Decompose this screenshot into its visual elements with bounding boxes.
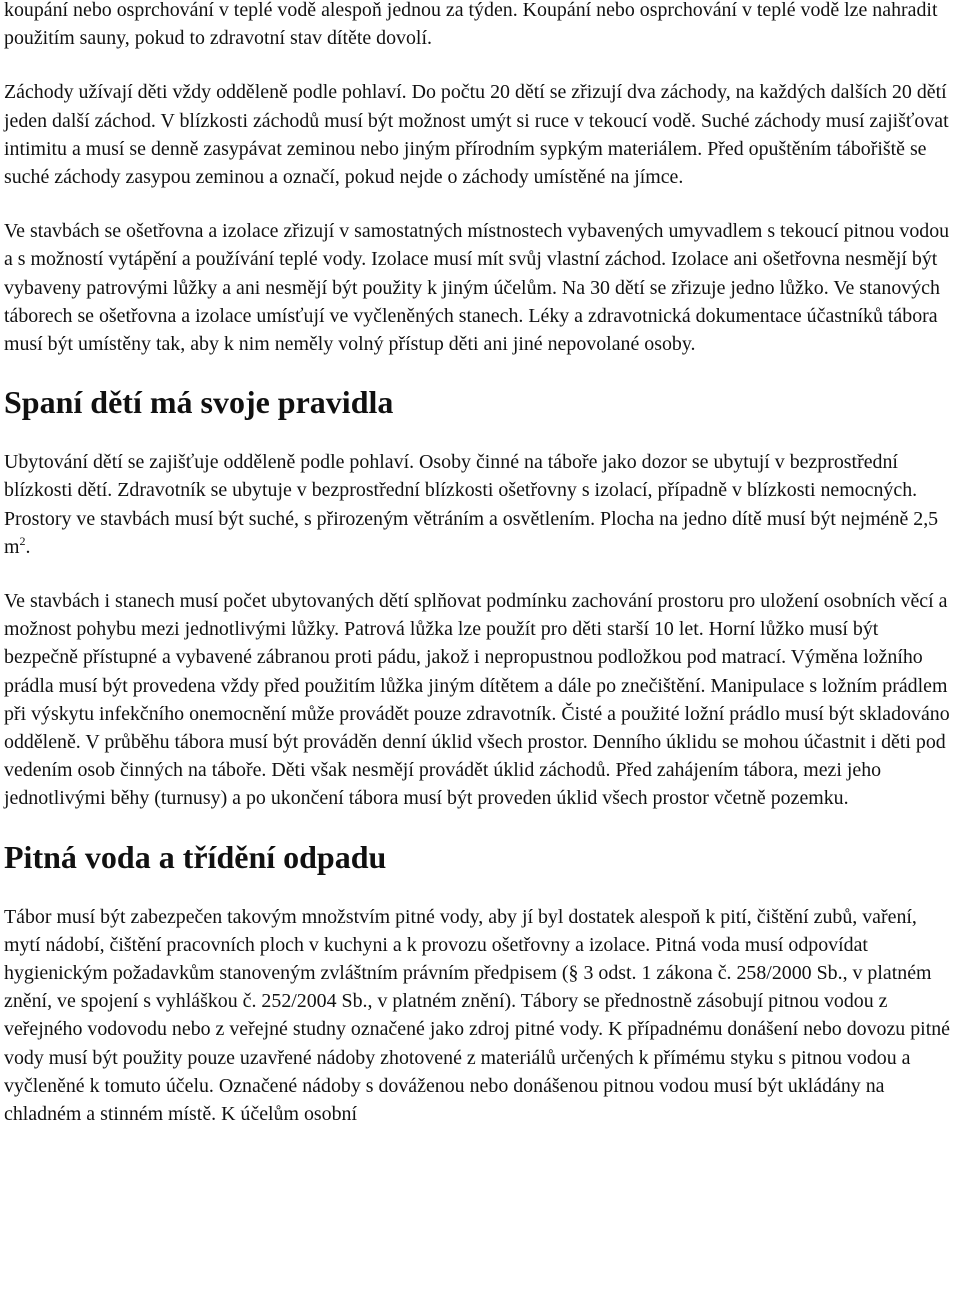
- heading-sleeping: Spaní dětí má svoje pravidla: [4, 384, 394, 421]
- paragraph-accommodation-end: .: [25, 535, 31, 558]
- paragraph-accommodation-text: Ubytování dětí se zajišťuje odděleně podle pohlaví. Osoby činné na táboře jako dozor se ubytují v bezprostřední blízkosti dětí. Zdravotník se ubytuje v bezprostřední blízkosti ošetřovny s izolací, případně v blízkosti nemocných. Prostory ve stavbách musí být suché, s přirozeným větráním a osvětlením. Plocha na jedno dítě musí být nejméně 2,5 m: [4, 451, 939, 558]
- paragraph-drinking-water: Tábor musí být zabezpečen takovým množstvím pitné vody, aby jí byl dostatek alespoň k pití, čištění zubů, vaření, mytí nádobí, čištění pracovních ploch v kuchyni a k provozu ošetřovny a izolace. Pitná voda musí odpovídat hygienickým požadavkům stanoveným zvláštním právním předpisem (§ 3 odst. 1 zákona č. 258/2000 Sb., v platném znění, ve spojení s vyhláškou č. 252/2004 Sb., v platném znění). Tábory se přednostně zásobují pitnou vodou z veřejného vodovodu nebo z veřejné studny označené jako zdroj pitné vody. K případnému donášení nebo dovozu pitné vody musí být použity pouze uzavřené nádoby zhotovené z materiálů určených k přímému styku s pitnou vodou a vyčleněné k tomuto účelu. Označené nádoby s dováženou nebo donášenou pitnou vodou musí být ukládány na chladném a stinném místě. K účelům osobní: [4, 905, 950, 1126]
- paragraph-infirmary: Ve stavbách se ošetřovna a izolace zřizují v samostatných místnostech vybavených umyvadlem s tekoucí pitnou vodou a s možností vytápění a používání teplé vody. Izolace musí mít svůj vlastní záchod. Izolace ani ošetřovna nesmějí být vybaveny patrovými lůžky a ani nesmějí být použity k jiným účelům. Na 30 dětí se zřizuje jedno lůžko. Ve stanových táborech se ošetřovna a izolace umísťují ve vyčleněných stanech. Léky a zdravotnická dokumentace účastníků tábora musí být umístěny tak, aby k nim neměly volný přístup děti ani jiné nepovolané osoby.: [4, 220, 950, 356]
- superscript-square: 2: [19, 533, 26, 548]
- paragraph-bathing: koupání nebo osprchování v teplé vodě alespoň jednou za týden. Koupání nebo osprchování v teplé vodě lze nahradit použitím sauny, pokud to zdravotní stav dítěte dovolí.: [4, 0, 938, 50]
- document-page: [4, 0, 956, 1154]
- heading-water: Pitná voda a třídění odpadu: [4, 838, 387, 875]
- paragraph-toilets: Záchody užívají děti vždy odděleně podle pohlaví. Do počtu 20 dětí se zřizují dva záchody, na každých dalších 20 dětí jeden další záchod. V blízkosti záchodů musí být možnost umýt si ruce v tekoucí vodě. Suché záchody musí zajišťovat intimitu a musí se denně zasypávat zeminou nebo jiným přírodním sypkým materiálem. Před opuštěním tábořiště se suché záchody zasypou zeminou a označí, pokud nejde o záchody umístěné na jímce.: [4, 81, 949, 189]
- paragraph-accommodation: [4, 448, 956, 561]
- paragraph-beds: Ve stavbách i stanech musí počet ubytovaných dětí splňovat podmínku zachování prostoru pro uložení osobních věcí a možnost pohybu mezi jednotlivými lůžky. Patrová lůžka lze použít pro děti starší 10 let. Horní lůžko musí být bezpečně přístupné a vybavené zábranou proti pádu, jakož i nepropustnou podložkou pod matrací. Výměna ložního prádla musí být provedena vždy před použitím lůžka jiným dítětem a dále po znečištění. Manipulace s ložním prádlem při výskytu infekčního onemocnění může provádět pouze zdravotník. Čisté a použité ložní prádlo musí být skladováno odděleně. V průběhu tábora musí být prováděn denní úklid všech prostor. Denního úklidu se mohou účastnit i děti pod vedením osob činných na táboře. Děti však nesmějí provádět úklid záchodů. Před zahájením tábora, mezi jeho jednotlivými běhy (turnusy) a po ukončení tábora musí být proveden úklid všech prostor včetně pozemku.: [4, 590, 950, 810]
